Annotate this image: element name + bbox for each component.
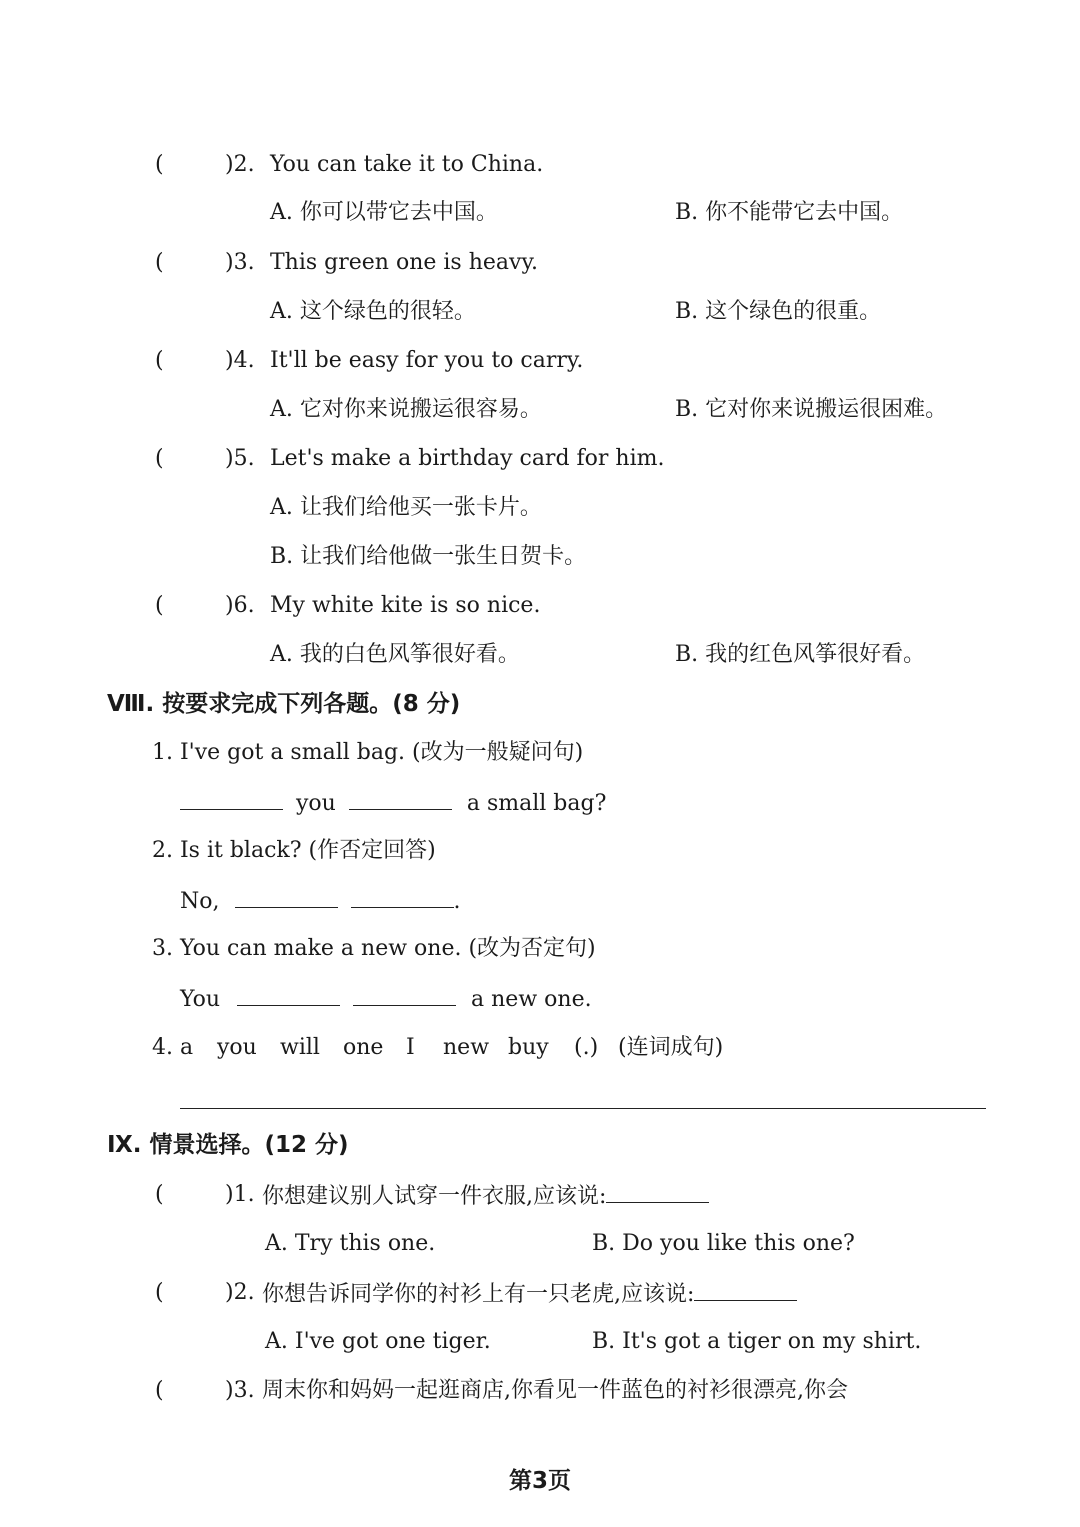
option-b: B. Do you like this one? bbox=[592, 1231, 855, 1256]
question-number: )2. bbox=[225, 1280, 255, 1305]
question-stem: 你想告诉同学你的衬衫上有一只老虎,应该说: bbox=[262, 1278, 797, 1310]
word: you bbox=[217, 1035, 257, 1060]
blank-input[interactable] bbox=[235, 885, 338, 908]
answer-paren[interactable]: ( bbox=[155, 1378, 164, 1403]
section-8-q3: 3. You can make a new one. (改为否定句) bbox=[152, 936, 596, 961]
section-8-q1-answer bbox=[180, 787, 606, 819]
answer-paren[interactable]: ( bbox=[155, 250, 164, 275]
option-b: B. It's got a tiger on my shirt. bbox=[592, 1329, 922, 1354]
question-number: )1. bbox=[225, 1182, 255, 1207]
option-a: A. 我的白色风筝很好看。 bbox=[270, 642, 520, 667]
blank-input[interactable] bbox=[351, 885, 454, 908]
answer-line[interactable] bbox=[180, 1108, 986, 1109]
answer-text: You bbox=[180, 987, 221, 1012]
answer-paren[interactable]: ( bbox=[155, 1182, 164, 1207]
answer-text: a small bag? bbox=[466, 791, 607, 816]
section-8-heading: Ⅷ. 按要求完成下列各题。(8 分) bbox=[107, 691, 461, 717]
section-8-q2: 2. Is it black? (作否定回答) bbox=[152, 838, 436, 863]
word: buy bbox=[508, 1035, 549, 1060]
section-8-q3-answer bbox=[180, 983, 592, 1015]
word: I bbox=[406, 1035, 415, 1060]
answer-paren[interactable]: ( bbox=[155, 348, 164, 373]
question-number: )4. bbox=[225, 348, 255, 373]
answer-paren[interactable]: ( bbox=[155, 1280, 164, 1305]
blank-input[interactable] bbox=[237, 983, 340, 1006]
section-8-q1: 1. I've got a small bag. (改为一般疑问句) bbox=[152, 740, 584, 765]
question-number: )3. bbox=[225, 1378, 255, 1403]
option-b: B. 它对你来说搬运很困难。 bbox=[675, 397, 948, 422]
question-stem: It'll be easy for you to carry. bbox=[270, 348, 584, 373]
question-stem: You can take it to China. bbox=[270, 152, 544, 177]
blank-input[interactable] bbox=[180, 787, 283, 810]
question-stem: 周末你和妈妈一起逛商店,你看见一件蓝色的衬衫很漂亮,你会 bbox=[262, 1378, 848, 1403]
option-a: A. 你可以带它去中国。 bbox=[270, 200, 498, 225]
answer-text: . bbox=[453, 889, 461, 914]
page-number: 第3页 bbox=[508, 1468, 571, 1494]
question-stem: My white kite is so nice. bbox=[270, 593, 541, 618]
answer-paren[interactable]: ( bbox=[155, 446, 164, 471]
question-stem: This green one is heavy. bbox=[270, 250, 538, 275]
blank-input[interactable] bbox=[349, 787, 452, 810]
blank-input[interactable] bbox=[353, 983, 456, 1006]
question-number: )5. bbox=[225, 446, 255, 471]
option-b: B. 你不能带它去中国。 bbox=[675, 200, 904, 225]
word: new bbox=[443, 1035, 490, 1060]
option-a: A. 这个绿色的很轻。 bbox=[270, 299, 476, 324]
answer-paren[interactable]: ( bbox=[155, 593, 164, 618]
option-b: B. 我的红色风筝很好看。 bbox=[675, 642, 926, 667]
blank-input[interactable] bbox=[606, 1180, 709, 1203]
question-stem: Let's make a birthday card for him. bbox=[270, 446, 665, 471]
blank-input[interactable] bbox=[694, 1278, 797, 1301]
option-b: B. 这个绿色的很重。 bbox=[675, 299, 882, 324]
section-9-heading: Ⅸ. 情景选择。(12 分) bbox=[107, 1132, 349, 1158]
option-a: A. 让我们给他买一张卡片。 bbox=[270, 495, 542, 520]
question-stem: 你想建议别人试穿一件衣服,应该说: bbox=[262, 1180, 709, 1212]
option-a: A. 它对你来说搬运很容易。 bbox=[270, 397, 542, 422]
question-number: )3. bbox=[225, 250, 255, 275]
option-b: B. 让我们给他做一张生日贺卡。 bbox=[270, 544, 587, 569]
word: (.) bbox=[574, 1035, 599, 1060]
question-number: )2. bbox=[225, 152, 255, 177]
word: one bbox=[343, 1035, 384, 1060]
answer-text: you bbox=[296, 791, 336, 816]
word: will bbox=[280, 1035, 320, 1060]
answer-paren[interactable]: ( bbox=[155, 152, 164, 177]
section-8-q2-answer bbox=[180, 885, 461, 917]
answer-text: a new one. bbox=[471, 987, 592, 1012]
answer-text: No, bbox=[180, 889, 220, 914]
option-a: A. I've got one tiger. bbox=[265, 1329, 491, 1354]
word: 4. a bbox=[152, 1035, 194, 1060]
word: (连词成句) bbox=[618, 1035, 724, 1060]
question-number: )6. bbox=[225, 593, 255, 618]
option-a: A. Try this one. bbox=[265, 1231, 436, 1256]
